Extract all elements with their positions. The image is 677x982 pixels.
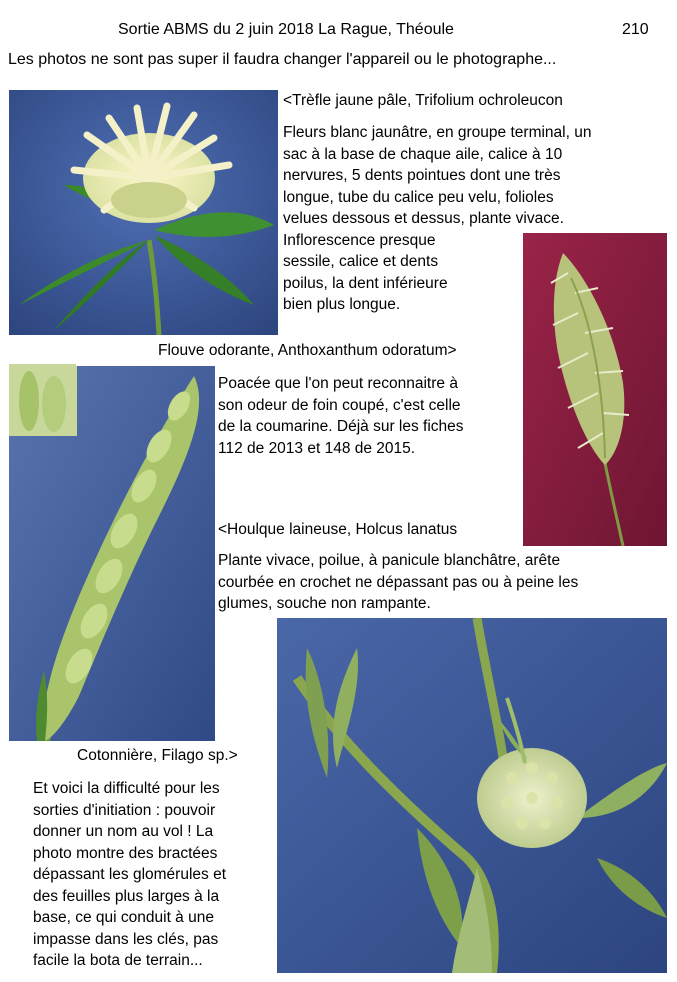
trefle-caption: <Trèfle jaune pâle, Trifolium ochroleucon: [283, 92, 563, 109]
flouve-photo: [9, 366, 215, 741]
holcus-photo: [523, 233, 667, 546]
cotonniere-line: photo montre des bractées: [33, 844, 218, 862]
flouve-line: son odeur de foin coupé, c'est celle: [218, 396, 461, 414]
page-subtitle: Les photos ne sont pas super il faudra changer l'appareil ou le photographe...: [8, 51, 557, 68]
trefle-line: longue, tube du calice peu velu, folioles: [283, 188, 554, 206]
houlque-caption: <Houlque laineuse, Holcus lanatus: [218, 521, 458, 538]
trefle-line: Fleurs blanc jaunâtre, en groupe terminal, un: [283, 124, 592, 141]
cotonniere-line: donner un nom au vol ! La: [33, 823, 214, 840]
clover-photo: [9, 90, 278, 335]
flouve-line: de la coumarine. Déjà sur les fiches: [218, 418, 464, 435]
cotonniere-line: impasse dans les clés, pas: [33, 930, 219, 948]
page-number: 210: [622, 21, 649, 38]
houlque-line: Plante vivace, poilue, à panicule blanchâtre, arête: [218, 552, 561, 569]
page-title: Sortie ABMS du 2 juin 2018 La Rague, Théoule: [118, 21, 454, 38]
houlque-line: glumes, souche non rampante.: [218, 595, 431, 612]
flouve-description: [218, 373, 464, 459]
cotonniere-line: Et voici la difficulté pour les: [33, 780, 220, 797]
cotonniere-line: base, ce qui conduit à une: [33, 909, 214, 926]
trefle-line: poilus, la dent inférieure: [283, 274, 448, 292]
cotonniere-description: [33, 778, 226, 972]
flouve-line: 112 de 2013 et 148 de 2015.: [218, 439, 416, 457]
trefle-line: bien plus longue.: [283, 296, 401, 313]
trefle-line: nervures, 5 dents pointues dont une très: [283, 167, 561, 184]
cotonniere-line: sorties d'initiation : pouvoir: [33, 801, 216, 819]
houlque-line: courbée en crochet ne dépassant pas ou à peine les: [218, 573, 579, 591]
trefle-line: Inflorescence presque: [283, 231, 436, 249]
trefle-line: sac à la base de chaque aile, calice à 10: [283, 145, 563, 163]
houlque-description: [218, 550, 578, 615]
trefle-line: sessile, calice et dents: [283, 253, 439, 270]
trefle-line: velues dessous et dessus, plante vivace.: [283, 210, 564, 227]
cotonniere-line: des feuilles plus larges à la: [33, 887, 220, 905]
cotonniere-line: facile la bota de terrain...: [33, 952, 203, 969]
cotonniere-line: dépassant les glomérules et: [33, 866, 227, 883]
flouve-line: Poacée que l'on peut reconnaitre à: [218, 375, 458, 392]
flouve-caption: Flouve odorante, Anthoxanthum odoratum>: [158, 342, 457, 359]
cotonniere-caption: Cotonnière, Filago sp.>: [77, 747, 238, 764]
filago-photo: [277, 618, 667, 973]
